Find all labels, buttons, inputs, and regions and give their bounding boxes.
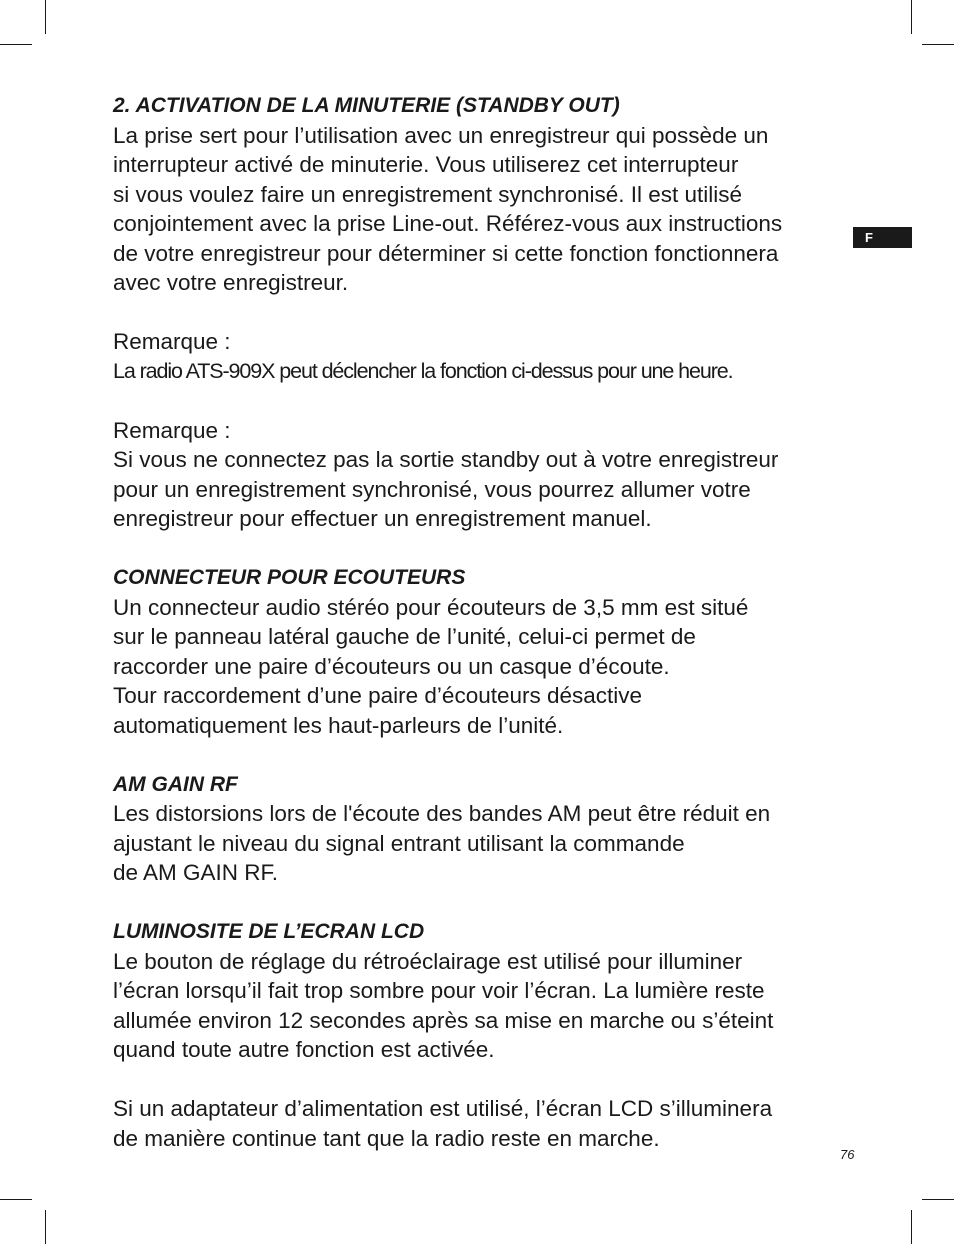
section-heading: AM GAIN RF — [113, 772, 238, 796]
crop-mark — [911, 0, 912, 34]
crop-mark — [0, 1199, 32, 1200]
body-line: de AM GAIN RF. — [113, 860, 279, 885]
crop-mark — [911, 1210, 912, 1244]
body-line: Si vous ne connectez pas la sortie standby out à votre enregistreur — [113, 447, 779, 472]
section-heading: 2. ACTIVATION DE LA MINUTERIE (STANDBY OUT) — [113, 94, 620, 117]
crop-mark — [922, 1199, 954, 1200]
body-line: avec votre enregistreur. — [113, 270, 349, 295]
section-heading: CONNECTEUR POUR ECOUTEURS — [113, 566, 466, 589]
body-line: l’écran lorsqu’il fait trop sombre pour voir l’écran. La lumière reste — [113, 978, 765, 1003]
section-heading: LUMINOSITE DE L’ECRAN LCD — [113, 920, 425, 943]
body-line: Un connecteur audio stéréo pour écouteurs de 3,5 mm est situé — [113, 594, 749, 620]
body-line: pour un enregistrement synchronisé, vous pourrez allumer votre — [113, 476, 751, 502]
note-text: La radio ATS-909X peut déclencher la fonction ci-dessus pour une heure. — [113, 358, 733, 383]
page-number: 76 — [840, 1147, 855, 1162]
body-line: Si un adaptateur d’alimentation est utilisé, l’écran LCD s’illuminera — [113, 1096, 773, 1121]
body-line: raccorder une paire d’écouteurs ou un casque d’écoute. — [113, 653, 670, 679]
body-line: quand toute autre fonction est activée. — [113, 1037, 495, 1062]
crop-mark — [45, 0, 46, 34]
body-line: Les distorsions lors de l'écoute des bandes AM peut être réduit en — [113, 801, 771, 826]
body-line: Tour raccordement d’une paire d’écouteurs désactive — [113, 683, 643, 708]
body-line: allumée environ 12 secondes après sa mise en marche ou s’éteint — [113, 1007, 774, 1033]
body-line: automatiquement les haut-parleurs de l’unité. — [113, 712, 564, 738]
body-line: de manière continue tant que la radio reste en marche. — [113, 1125, 660, 1151]
body-line: enregistreur pour effectuer un enregistrement manuel. — [113, 506, 652, 531]
body-line: sur le panneau latéral gauche de l’unité, celui-ci permet de — [113, 624, 696, 649]
note-label: Remarque : — [113, 329, 231, 354]
crop-mark — [45, 1210, 46, 1244]
body-line: si vous voulez faire un enregistrement synchronisé. Il est utilisé — [113, 181, 743, 207]
crop-mark — [0, 44, 32, 45]
body-line: La prise sert pour l’utilisation avec un enregistreur qui possède un — [113, 122, 769, 148]
body-line: interrupteur activé de minuterie. Vous utiliserez cet interrupteur — [113, 152, 739, 177]
language-tab: F — [853, 227, 912, 248]
body-line: Le bouton de réglage du rétroéclairage est utilisé pour illuminer — [113, 948, 743, 974]
page-content — [113, 91, 853, 1153]
body-line: conjointement avec la prise Line-out. Référez-vous aux instructions — [113, 211, 783, 236]
crop-mark — [922, 44, 954, 45]
body-line: ajustant le niveau du signal entrant utilisant la commande — [113, 830, 685, 856]
note-label: Remarque : — [113, 417, 231, 443]
body-line: de votre enregistreur pour déterminer si cette fonction fonctionnera — [113, 240, 779, 266]
